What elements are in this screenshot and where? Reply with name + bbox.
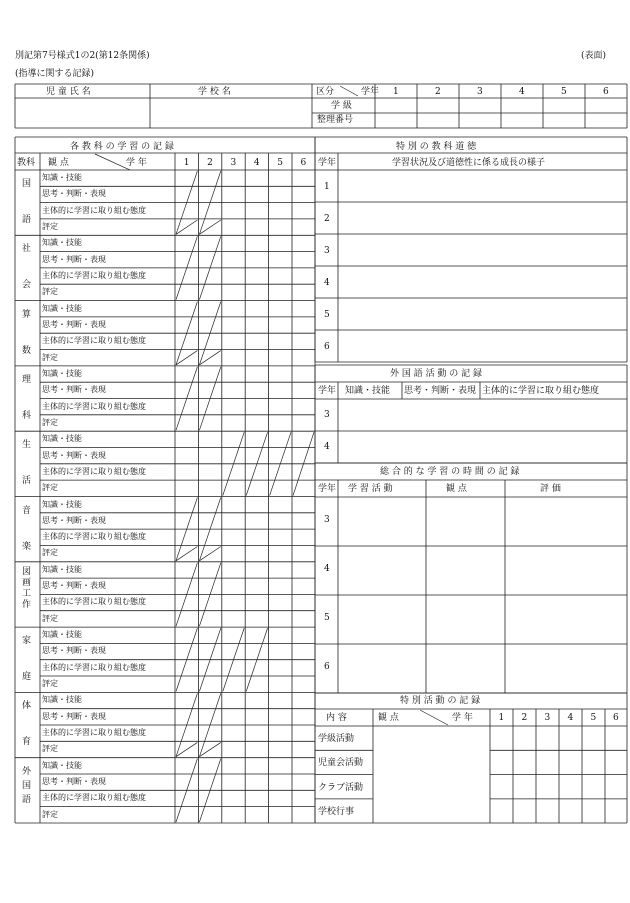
viewpoint-4-3: 評定 [42,483,58,493]
grade-label: 学年 [361,87,380,97]
special-col-viewpoint: 観 点 [378,713,399,723]
subject-1-char-1: 会 [22,280,32,291]
viewpoint-6-1: 思考・判断・表現 [42,581,106,591]
viewpoint-2-2: 主体的に学習に取り組む態度 [42,336,146,346]
viewpoint-7-3: 評定 [42,679,58,688]
viewpoint-6-0: 知識・技能 [42,564,82,574]
subject-8-char-0: 体 [22,701,32,712]
top-grade-5: 5 [561,87,567,97]
viewpoint-3-2: 主体的に学習に取り組む態度 [42,401,146,411]
viewpoint-3-1: 思考・判断・表現 [42,385,106,395]
subj-grade-2: 2 [207,158,213,168]
viewpoint-9-2: 主体的に学習に取り組む態度 [42,793,146,803]
foreign-col-thinking: 思考・判断・表現 [404,386,477,396]
special-col-content: 内 容 [326,713,347,723]
viewpoint-8-0: 知識・技能 [42,695,82,705]
viewpoint-2-0: 知識・技能 [42,303,82,313]
viewpoint-9-1: 思考・判断・表現 [42,777,106,786]
subject-0-char-0: 国 [22,179,32,189]
viewpoint-2-1: 思考・判断・表現 [42,319,106,329]
integrated-grade-3: 3 [324,515,330,525]
subj-grade-1: 1 [183,158,190,168]
special-row-2: クラブ活動 [318,782,364,793]
subject-3-char-1: 科 [22,410,32,421]
viewpoint-3-0: 知識・技能 [42,368,82,378]
subject-1-char-0: 社 [22,244,32,255]
subject-7-char-0: 家 [22,636,32,647]
integrated-title: 総 合 的 な 学 習 の 時 間 の 記 録 [380,467,520,477]
foreign-title: 外 国 語 活 動 の 記 録 [390,369,483,379]
col-grade: 学 年 [126,158,147,168]
top-grade-3: 3 [477,87,483,97]
division-label: 区分 [316,87,335,97]
viewpoint-6-2: 主体的に学習に取り組む態度 [42,597,146,607]
subject-0-char-1: 語 [22,215,32,225]
special-grade-1: 1 [498,713,505,723]
subject-2-char-0: 算 [22,309,32,320]
viewpoint-1-3: 評定 [42,287,58,297]
viewpoint-7-0: 知識・技能 [42,630,82,640]
school-name-label: 学 校 名 [198,87,231,97]
subject-8-char-1: 育 [22,737,32,748]
foreign-grade-3: 3 [324,410,330,420]
student-name-label: 児 童 氏 名 [46,87,91,97]
top-grade-2: 2 [435,87,441,97]
subject-2-char-1: 数 [22,345,32,356]
special-grade-3: 3 [544,713,551,723]
viewpoint-3-3: 評定 [42,417,58,427]
subj-grade-3: 3 [230,158,237,168]
viewpoint-4-1: 思考・判断・表現 [42,450,106,460]
viewpoint-5-2: 主体的に学習に取り組む態度 [42,532,146,542]
subject-9-char-0: 外 [22,766,32,777]
subject-6-char-3: 作 [22,599,32,610]
special-grade-4: 4 [567,713,574,723]
viewpoint-8-2: 主体的に学習に取り組む態度 [42,728,146,737]
viewpoint-1-0: 知識・技能 [42,238,82,248]
special-grade-5: 5 [590,713,597,723]
moral-grade-1: 1 [324,182,330,192]
subject-3-char-0: 理 [22,374,32,385]
subject-6-char-2: 工 [22,588,32,599]
moral-col-grade: 学年 [318,158,337,168]
top-grade-4: 4 [519,87,525,97]
moral-grade-4: 4 [324,278,330,288]
viewpoint-5-1: 思考・判断・表現 [42,515,106,525]
subject-5-char-0: 音 [22,505,32,516]
foreign-col-attitude: 主体的に学習に取り組む態度 [482,386,600,396]
moral-grade-6: 6 [324,342,330,352]
moral-grade-3: 3 [324,246,330,256]
integrated-col-grade: 学年 [318,484,337,494]
special-row-0: 学級活動 [318,734,355,744]
viewpoint-0-2: 主体的に学習に取り組む態度 [42,205,146,215]
col-subject: 教科 [17,158,36,168]
viewpoint-2-3: 評定 [42,352,58,362]
integrated-col-eval: 評 価 [540,484,561,494]
viewpoint-0-0: 知識・技能 [42,173,82,182]
viewpoint-8-1: 思考・判断・表現 [42,711,106,721]
integrated-grade-4: 4 [324,564,330,574]
integrated-col-activity: 学 習 活 動 [348,484,393,494]
foreign-col-knowledge: 知識・技能 [345,386,391,396]
subject-4-char-1: 活 [22,476,32,487]
subject-6-char-0: 図 [22,566,32,577]
viewpoint-4-0: 知識・技能 [42,434,82,444]
moral-col-desc: 学習状況及び道徳性に係る成長の様子 [392,158,546,168]
subj-grade-4: 4 [253,158,260,168]
viewpoint-9-3: 評定 [42,809,58,819]
subject-9-char-2: 語 [22,794,32,805]
col-viewpoint: 観 点 [48,158,69,168]
subj-grade-5: 5 [277,158,284,168]
moral-grade-5: 5 [324,310,330,320]
special-title: 特 別 活 動 の 記 録 [400,696,481,706]
subject-7-char-1: 庭 [22,672,32,683]
viewpoint-5-3: 評定 [42,548,58,558]
reg-label: 整理番号 [317,115,354,125]
subject-9-char-1: 国 [22,780,32,791]
viewpoint-0-3: 評定 [42,221,58,231]
subject-5-char-1: 楽 [22,541,32,552]
foreign-col-grade: 学年 [318,386,337,396]
viewpoint-6-3: 評定 [42,613,58,623]
form-id: 別記第7号様式1の2(第12条関係) [15,51,150,61]
viewpoint-7-1: 思考・判断・表現 [42,646,106,656]
viewpoint-1-2: 主体的に学習に取り組む態度 [42,270,146,280]
class-label: 学 級 [331,101,352,111]
viewpoint-7-2: 主体的に学習に取り組む態度 [42,662,146,672]
integrated-grade-6: 6 [324,662,330,672]
viewpoint-8-3: 評定 [42,744,58,754]
viewpoint-1-1: 思考・判断・表現 [42,254,106,264]
viewpoint-0-1: 思考・判断・表現 [42,189,106,199]
special-row-3: 学校行事 [318,806,355,817]
top-grade-1: 1 [393,87,399,97]
subject-4-char-0: 生 [22,440,32,451]
page-side: (表面) [581,51,607,61]
moral-title: 特 別 の 教 科 道 徳 [396,142,477,152]
foreign-grade-4: 4 [324,442,330,452]
viewpoint-5-0: 知識・技能 [42,499,82,509]
special-row-1: 児童会活動 [318,758,364,769]
subject-6-char-1: 画 [22,577,32,588]
subtitle: (指導に関する記録) [15,69,95,79]
moral-grade-2: 2 [324,214,330,224]
special-grade-6: 6 [613,713,619,723]
special-col-grade: 学 年 [452,713,473,723]
subj-grade-6: 6 [300,158,307,168]
subjects-title: 各 教 科 の 学 習 の 記 録 [70,142,174,152]
viewpoint-9-0: 知識・技能 [42,760,82,770]
integrated-col-viewpoint: 観 点 [446,484,467,494]
viewpoint-4-2: 主体的に学習に取り組む態度 [42,466,146,476]
integrated-grade-5: 5 [324,613,330,623]
top-grade-6: 6 [603,87,609,97]
special-grade-2: 2 [521,713,528,723]
